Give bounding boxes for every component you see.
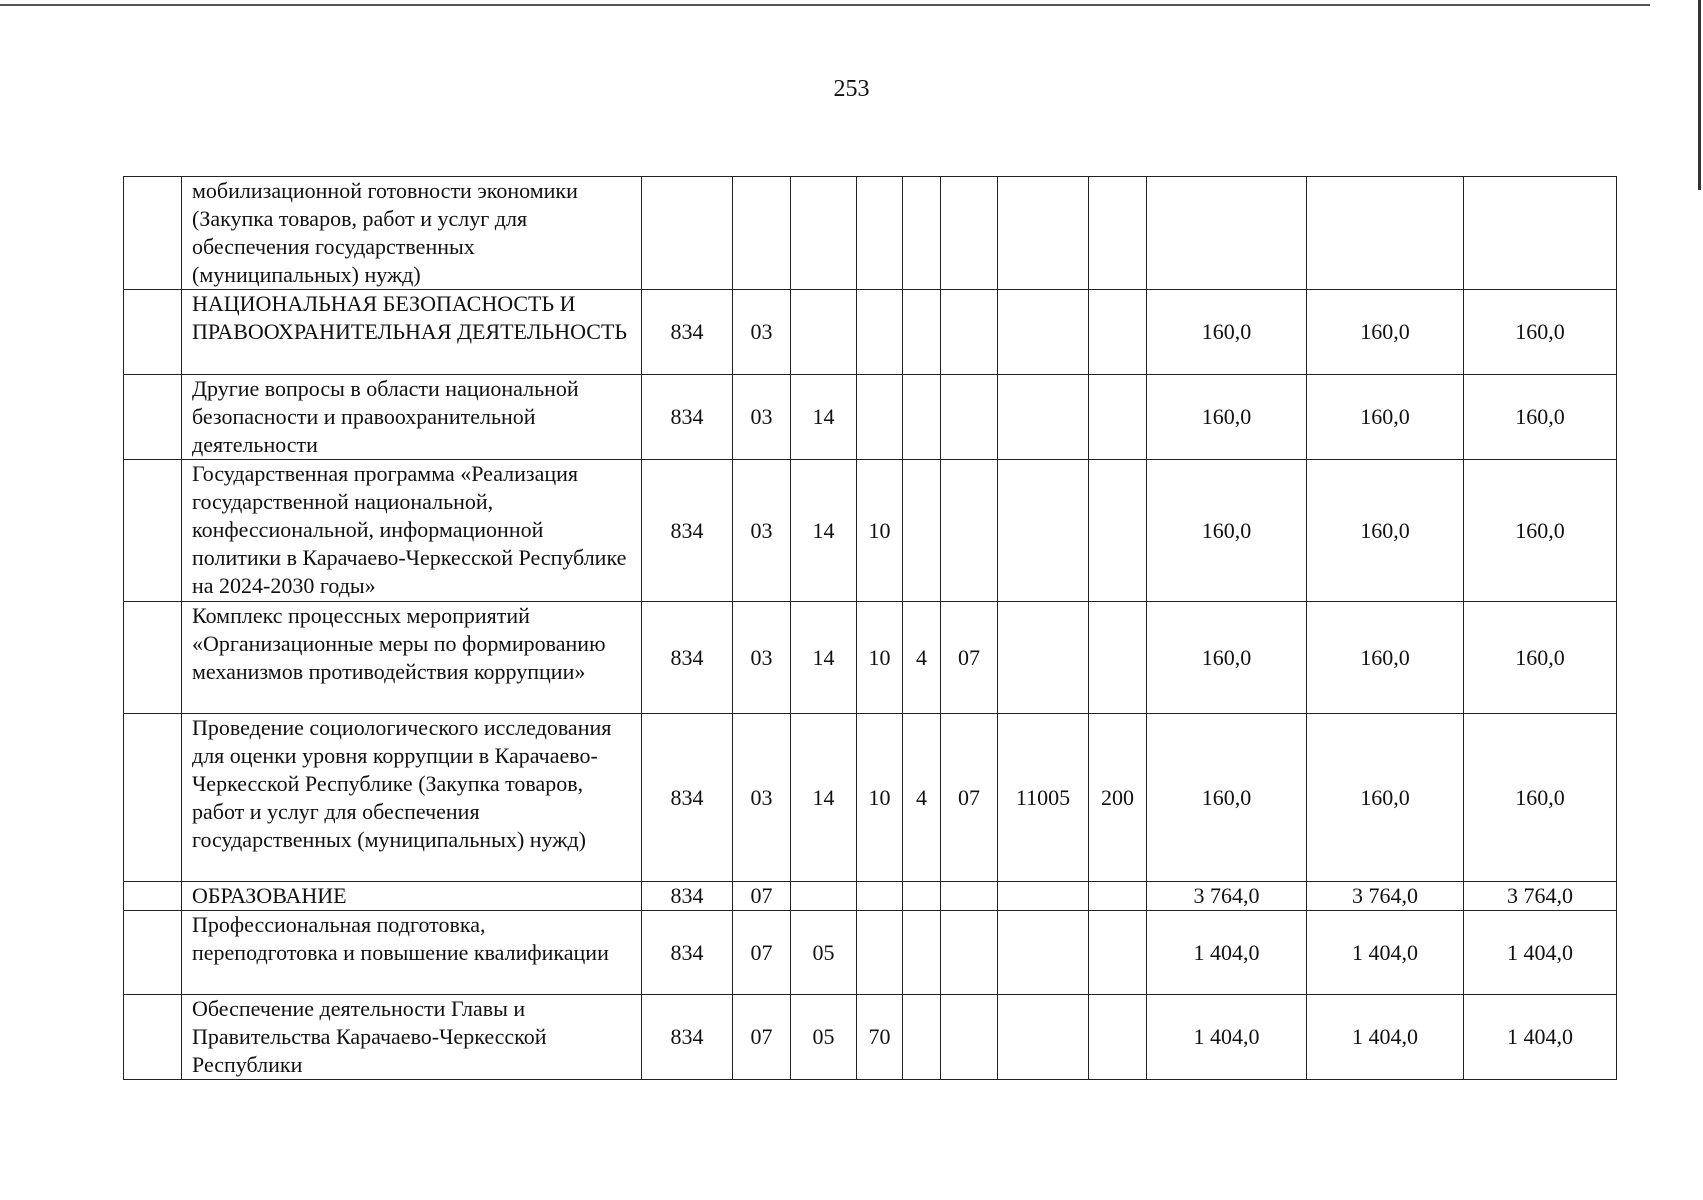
- sum-year2-cell: 160,0: [1307, 375, 1464, 460]
- ved-cell: 834: [642, 375, 733, 460]
- pr-cell: 14: [791, 460, 857, 602]
- row-name-cell: Профессиональная подготовка, переподготовка и повышение квалификации: [182, 911, 642, 995]
- rz-cell: 03: [733, 290, 791, 375]
- row-name-cell: НАЦИОНАЛЬНАЯ БЕЗОПАСНОСТЬ И ПРАВООХРАНИТЕЛЬНАЯ ДЕЯТЕЛЬНОСТЬ: [182, 290, 642, 375]
- rz-cell: 07: [733, 882, 791, 911]
- structure-cell: [941, 460, 998, 602]
- table-row: [124, 995, 1617, 1080]
- sum-year2-cell: 160,0: [1307, 460, 1464, 602]
- sum-year3-cell: [1464, 177, 1617, 290]
- rz-cell: 07: [733, 911, 791, 995]
- pr-cell: [791, 290, 857, 375]
- sum-year2-cell: 1 404,0: [1307, 911, 1464, 995]
- table-row: [124, 375, 1617, 460]
- row-name-cell: Другие вопросы в области национальной безопасности и правоохранительной деятельности: [182, 375, 642, 460]
- vr-cell: [1089, 375, 1147, 460]
- sum-year3-cell: 160,0: [1464, 602, 1617, 714]
- program-cell: 10: [857, 460, 903, 602]
- program-cell: 70: [857, 995, 903, 1080]
- type-cell: [903, 177, 941, 290]
- row-number-cell: [124, 882, 182, 911]
- pr-cell: 05: [791, 995, 857, 1080]
- row-name-cell: Проведение социологического исследования для оценки уровня коррупции в Карачаево-Черкесской Республике (Закупка товаров, работ и услуг для обеспечения государственных (муниципальных) нужд): [182, 714, 642, 882]
- sum-year3-cell: 160,0: [1464, 460, 1617, 602]
- sum-year1-cell: 160,0: [1147, 602, 1307, 714]
- rz-cell: 03: [733, 714, 791, 882]
- ved-cell: 834: [642, 882, 733, 911]
- sum-year1-cell: 3 764,0: [1147, 882, 1307, 911]
- sum-year1-cell: 160,0: [1147, 460, 1307, 602]
- sum-year2-cell: [1307, 177, 1464, 290]
- sum-year2-cell: 3 764,0: [1307, 882, 1464, 911]
- direction-cell: [998, 882, 1089, 911]
- direction-cell: [998, 602, 1089, 714]
- sum-year2-cell: 160,0: [1307, 290, 1464, 375]
- sum-year3-cell: 160,0: [1464, 290, 1617, 375]
- vr-cell: [1089, 911, 1147, 995]
- pr-cell: 14: [791, 602, 857, 714]
- table-row: [124, 882, 1617, 911]
- type-cell: 4: [903, 602, 941, 714]
- row-number-cell: [124, 714, 182, 882]
- vr-cell: [1089, 290, 1147, 375]
- structure-cell: [941, 882, 998, 911]
- row-name-cell: Государственная программа «Реализация государственной национальной, конфессиональной, информационной политики в Карачаево-Черкесской Республике на 2024-2030 годы»: [182, 460, 642, 602]
- direction-cell: [998, 375, 1089, 460]
- rz-cell: 03: [733, 375, 791, 460]
- program-cell: 10: [857, 714, 903, 882]
- table-row: [124, 911, 1617, 995]
- row-name-cell: мобилизационной готовности экономики (Закупка товаров, работ и услуг для обеспечения государственных (муниципальных) нужд): [182, 177, 642, 290]
- program-cell: [857, 290, 903, 375]
- rz-cell: 03: [733, 460, 791, 602]
- ved-cell: 834: [642, 995, 733, 1080]
- direction-cell: [998, 460, 1089, 602]
- top-border-line: [0, 4, 1650, 6]
- sum-year3-cell: 1 404,0: [1464, 995, 1617, 1080]
- row-name-cell: Комплекс процессных мероприятий «Организационные меры по формированию механизмов противодействия коррупции»: [182, 602, 642, 714]
- type-cell: [903, 995, 941, 1080]
- direction-cell: [998, 290, 1089, 375]
- pr-cell: [791, 882, 857, 911]
- structure-cell: [941, 177, 998, 290]
- direction-cell: [998, 995, 1089, 1080]
- sum-year1-cell: 160,0: [1147, 290, 1307, 375]
- row-number-cell: [124, 177, 182, 290]
- rz-cell: 07: [733, 995, 791, 1080]
- vr-cell: [1089, 995, 1147, 1080]
- table-row: [124, 460, 1617, 602]
- structure-cell: [941, 290, 998, 375]
- vr-cell: [1089, 882, 1147, 911]
- ved-cell: 834: [642, 290, 733, 375]
- type-cell: [903, 460, 941, 602]
- sum-year1-cell: 160,0: [1147, 375, 1307, 460]
- type-cell: 4: [903, 714, 941, 882]
- program-cell: [857, 375, 903, 460]
- type-cell: [903, 290, 941, 375]
- sum-year1-cell: 1 404,0: [1147, 911, 1307, 995]
- page-number: 253: [833, 76, 870, 102]
- structure-cell: [941, 995, 998, 1080]
- row-number-cell: [124, 995, 182, 1080]
- sum-year2-cell: 160,0: [1307, 602, 1464, 714]
- vr-cell: [1089, 177, 1147, 290]
- row-name-cell: Обеспечение деятельности Главы и Правительства Карачаево-Черкесской Республики: [182, 995, 642, 1080]
- row-number-cell: [124, 375, 182, 460]
- direction-cell: 11005: [998, 714, 1089, 882]
- sum-year1-cell: 160,0: [1147, 714, 1307, 882]
- pr-cell: 14: [791, 714, 857, 882]
- structure-cell: 07: [941, 602, 998, 714]
- structure-cell: [941, 375, 998, 460]
- row-number-cell: [124, 911, 182, 995]
- budget-table: [123, 176, 1617, 1080]
- row-number-cell: [124, 602, 182, 714]
- program-cell: [857, 911, 903, 995]
- ved-cell: 834: [642, 460, 733, 602]
- type-cell: [903, 911, 941, 995]
- program-cell: 10: [857, 602, 903, 714]
- ved-cell: 834: [642, 911, 733, 995]
- sum-year2-cell: 160,0: [1307, 714, 1464, 882]
- table-row: [124, 714, 1617, 882]
- row-number-cell: [124, 290, 182, 375]
- table-row: [124, 177, 1617, 290]
- ved-cell: [642, 177, 733, 290]
- row-number-cell: [124, 460, 182, 602]
- vr-cell: 200: [1089, 714, 1147, 882]
- structure-cell: [941, 911, 998, 995]
- sum-year3-cell: 160,0: [1464, 375, 1617, 460]
- rz-cell: [733, 177, 791, 290]
- sum-year1-cell: [1147, 177, 1307, 290]
- direction-cell: [998, 911, 1089, 995]
- pr-cell: 14: [791, 375, 857, 460]
- program-cell: [857, 177, 903, 290]
- row-name-cell: ОБРАЗОВАНИЕ: [182, 882, 642, 911]
- program-cell: [857, 882, 903, 911]
- table-row: [124, 602, 1617, 714]
- direction-cell: [998, 177, 1089, 290]
- sum-year3-cell: 160,0: [1464, 714, 1617, 882]
- pr-cell: [791, 177, 857, 290]
- ved-cell: 834: [642, 602, 733, 714]
- sum-year2-cell: 1 404,0: [1307, 995, 1464, 1080]
- sum-year3-cell: 3 764,0: [1464, 882, 1617, 911]
- sum-year3-cell: 1 404,0: [1464, 911, 1617, 995]
- vr-cell: [1089, 602, 1147, 714]
- pr-cell: 05: [791, 911, 857, 995]
- type-cell: [903, 882, 941, 911]
- rz-cell: 03: [733, 602, 791, 714]
- structure-cell: 07: [941, 714, 998, 882]
- type-cell: [903, 375, 941, 460]
- table-row: [124, 290, 1617, 375]
- sum-year1-cell: 1 404,0: [1147, 995, 1307, 1080]
- ved-cell: 834: [642, 714, 733, 882]
- vr-cell: [1089, 460, 1147, 602]
